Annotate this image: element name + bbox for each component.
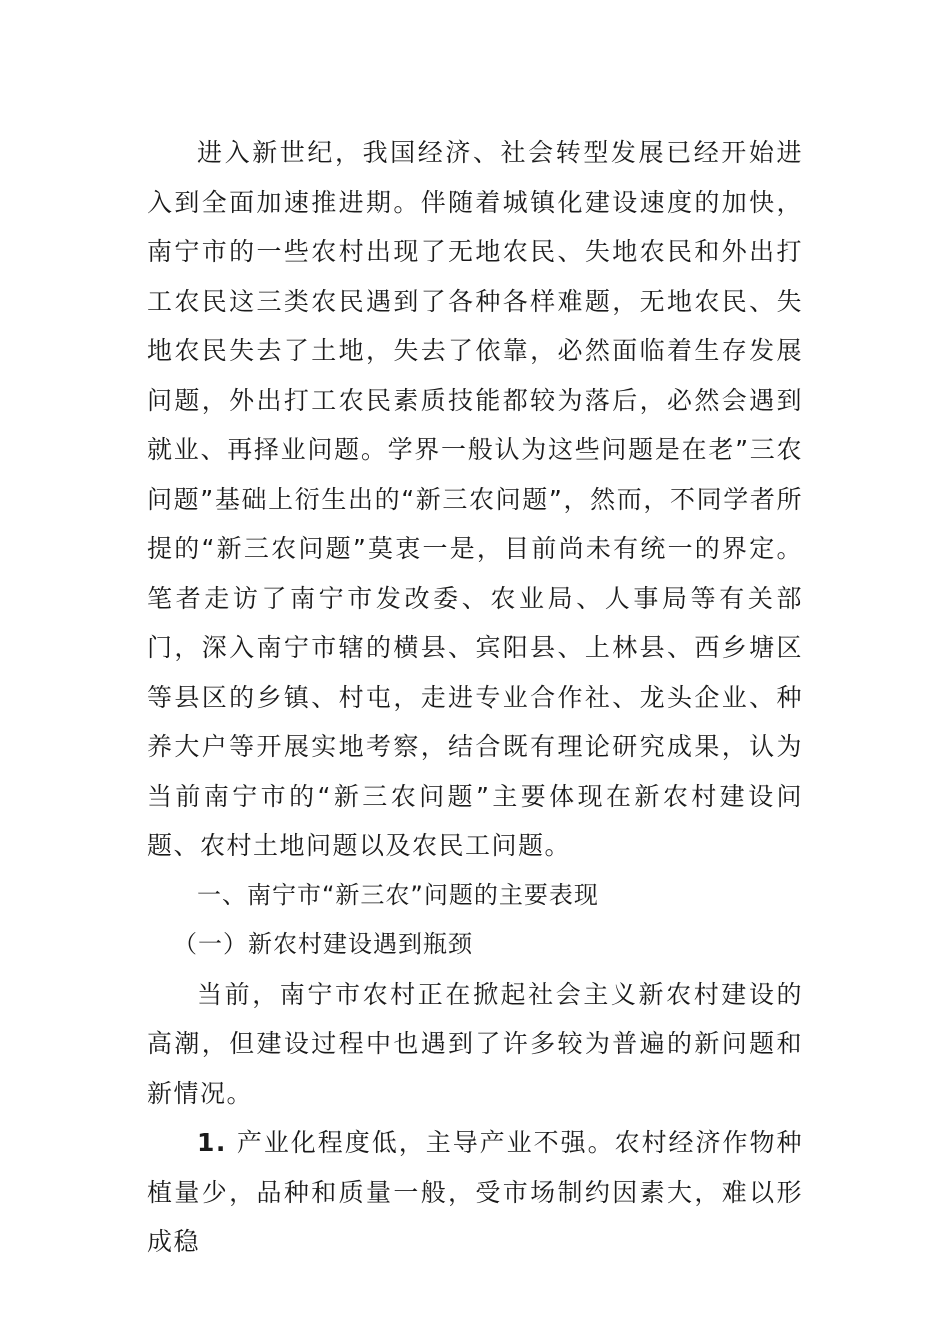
subsection-heading: （一）新农村建设遇到瓶颈 [173, 930, 473, 958]
section-heading: 一、南宁市“新三农”问题的主要表现 [197, 880, 599, 909]
document-body [147, 128, 803, 1267]
item-1-text: 产业化程度低，主导产业不强。农村经济作物种植量少，品种和质量一般，受市场制约因素大，难以形成稳 [147, 1128, 803, 1256]
current-situation-paragraph: 当前，南宁市农村正在掀起社会主义新农村建设的高潮，但建设过程中也遇到了许多较为普遍的新问题和新情况。 [147, 979, 803, 1108]
item-1-paragraph [147, 1118, 803, 1267]
item-1-number: 1. [197, 1128, 227, 1157]
intro-paragraph: 进入新世纪，我国经济、社会转型发展已经开始进入到全面加速推进期。伴随着城镇化建设速度的加快，南宁市的一些农村出现了无地农民、失地农民和外出打工农民这三类农民遇到了各种各样难题，无地农民、失地农民失去了土地，失去了依靠，必然面临着生存发展问题，外出打工农民素质技能都较为落后，必然会遇到就业、再择业问题。学界一般认为这些问题是在老”三农问题”基础上衍生出的“新三农问题”，然而，不同学者所提的“新三农问题”莫衷一是，目前尚未有统一的界定。笔者走访了南宁市发改委、农业局、人事局等有关部门，深入南宁市辖的横县、宾阳县、上林县、西乡塘区等县区的乡镇、村屯，走进专业合作社、龙头企业、种养大户等开展实地考察，结合既有理论研究成果，认为当前南宁市的“新三农问题”主要体现在新农村建设问题、农村土地问题以及农民工问题。 [147, 138, 803, 860]
